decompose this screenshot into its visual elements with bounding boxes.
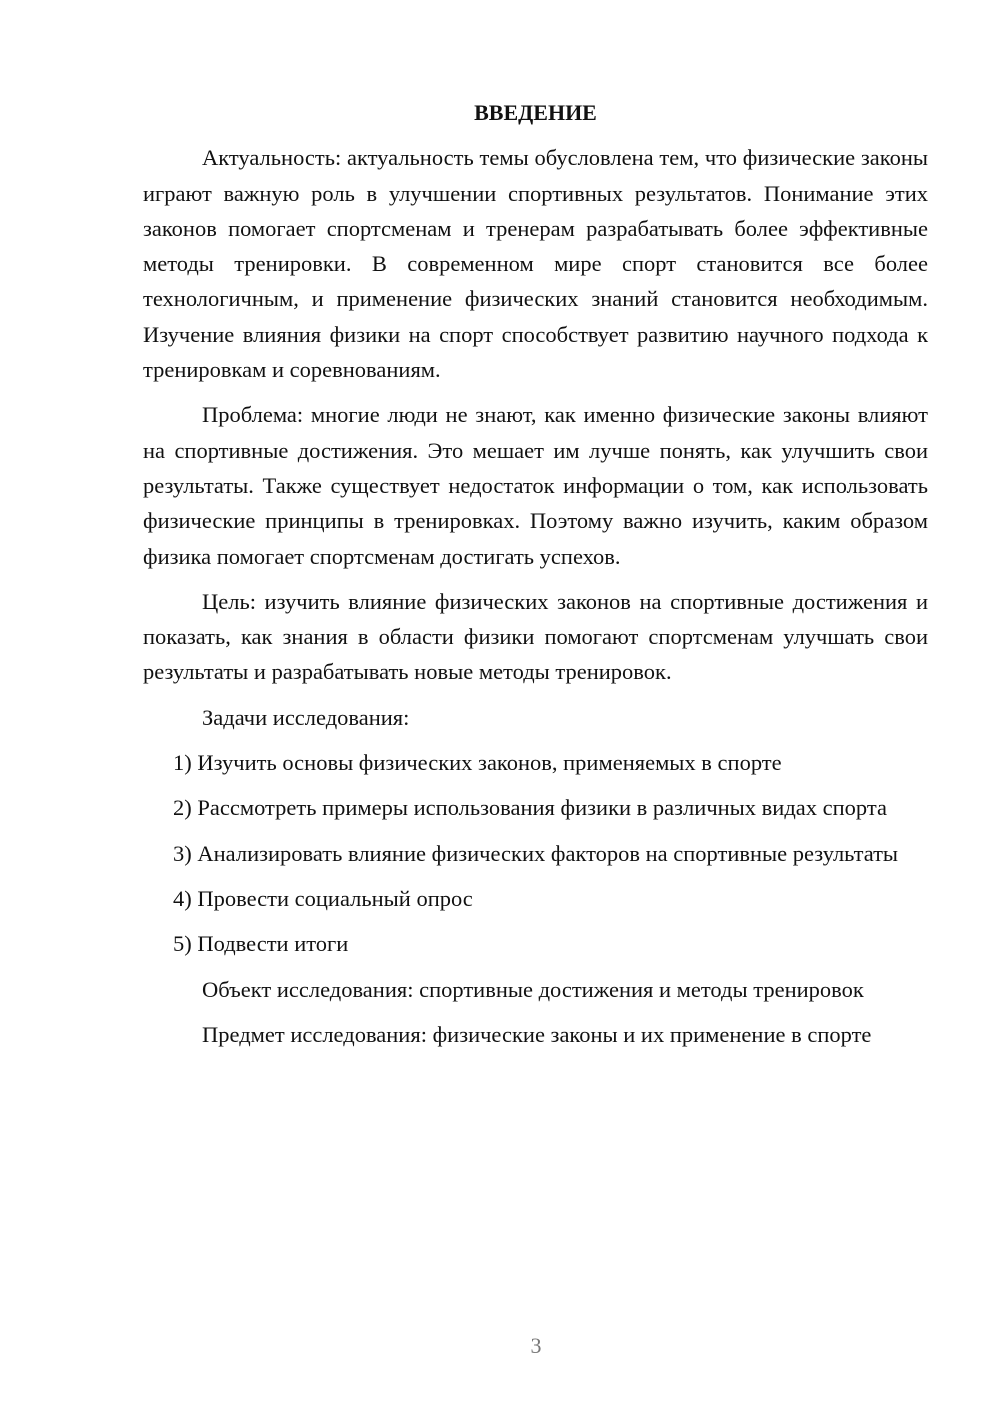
list-item: 1) Изучить основы физических законов, применяемых в спорте <box>173 750 782 776</box>
tasks-heading: Задачи исследования: <box>202 704 410 730</box>
page-number: 3 <box>530 1333 542 1358</box>
problem-paragraph: Проблема: многие люди не знают, как именно физические законы влияют на спортивные достижения. Это мешает им лучше понять, как улучшить свои результаты. Также существует недостаток информации о том, как использовать физические принципы в тренировках. Поэтому важно изучить, каким образом физика помогает спортсменам достигать успехов. <box>143 402 928 569</box>
page-content <box>143 95 928 1062</box>
object-paragraph: Объект исследования: спортивные достижения и методы тренировок <box>202 976 864 1002</box>
list-item: 3) Анализировать влияние физических факторов на спортивные результаты <box>173 840 899 866</box>
list-item: 4) Провести социальный опрос <box>173 885 473 911</box>
goal-paragraph: Цель: изучить влияние физических законов на спортивные достижения и показать, как знания в области физики помогают спортсменам улучшать свои результаты и разрабатывать новые методы тренировок. <box>143 588 928 685</box>
list-item: 2) Рассмотреть примеры использования физики в различных видах спорта <box>173 795 887 821</box>
relevance-paragraph: Актуальность: актуальность темы обусловлена тем, что физические законы играют важную роль в улучшении спортивных результатов. Понимание этих законов помогает спортсменам и тренерам разрабатывать более эффективные методы тренировки. В современном мире спорт становится все более технологичным, и применение физических знаний становится необходимым. Изучение влияния физики на спорт способствует развитию научного подхода к тренировкам и соревнованиям. <box>143 145 928 383</box>
section-title: ВВЕДЕНИЕ <box>474 100 597 125</box>
list-item: 5) Подвести итоги <box>173 931 349 957</box>
tasks-list <box>143 745 928 961</box>
subject-paragraph: Предмет исследования: физические законы и их применение в спорте <box>202 1021 872 1047</box>
